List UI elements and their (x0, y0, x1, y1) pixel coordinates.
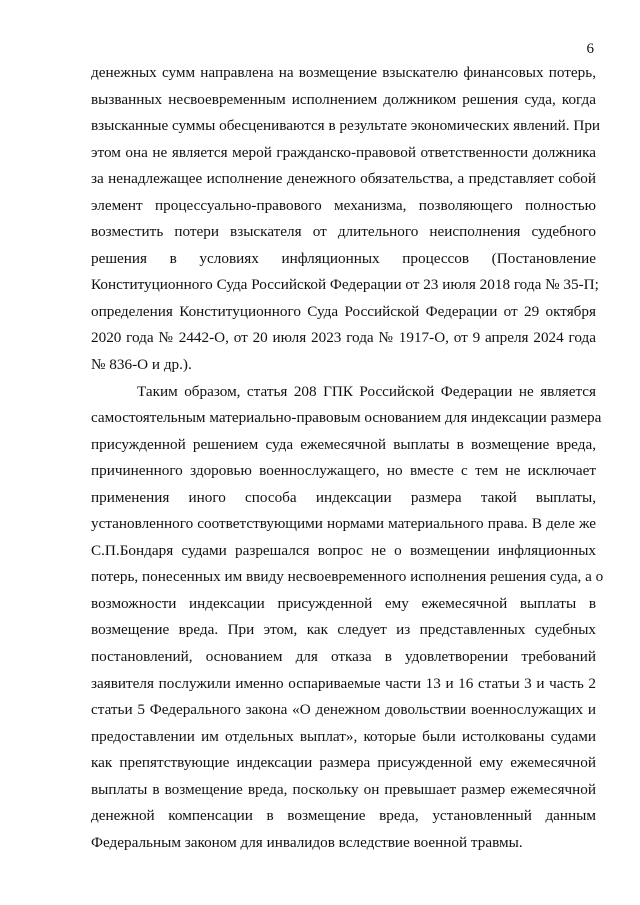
text-line: постановлений, основанием для отказа в удовлетворении требований (91, 648, 596, 666)
text-line: предоставлении им отдельных выплат», которые были истолкованы судами (91, 727, 596, 745)
text-line: денежной компенсации в возмещение вреда, установленный данным (91, 807, 596, 825)
text-line: самостоятельным материально-правовым основанием для индексации размера (91, 409, 602, 427)
text-line: установленного соответствующими нормами материального права. В деле же (91, 515, 596, 533)
text-line: причиненного здоровью военнослужащего, но вместе с тем не исключает (91, 462, 596, 480)
text-line: применения иного способа индексации размера такой выплаты, (91, 488, 596, 506)
text-line: заявителя послужили именно оспариваемые части 13 и 16 статьи 3 и часть 2 (91, 674, 596, 692)
paragraph (91, 379, 604, 857)
text-line: Федеральным законом для инвалидов вследствие военной травмы. (91, 833, 523, 851)
text-line: определения Конституционного Суда Российской Федерации от 29 октября (91, 302, 596, 320)
text-line: возмещение вреда. При этом, как следует из представленных судебных (91, 621, 596, 639)
text-line: 2020 года № 2442-О, от 20 июля 2023 года № 1917-О, от 9 апреля 2024 года (91, 329, 596, 347)
text-line: возместить потери взыскателя от длительного неисполнения судебного (91, 223, 596, 241)
body-text (91, 60, 604, 856)
text-line: как препятствующие индексации размера присужденной ему ежемесячной (91, 754, 596, 772)
text-line: этом она не является мерой гражданско-правовой ответственности должника (91, 143, 596, 161)
text-line: Конституционного Суда Российской Федерации от 23 июля 2018 года № 35-П; (91, 276, 599, 294)
paragraph (91, 60, 601, 379)
text-line: выплаты в возмещение вреда, поскольку он превышает размер ежемесячной (91, 780, 596, 798)
text-line: № 836-О и др.). (91, 356, 192, 374)
text-line: вызванных несвоевременным исполнением должником решения суда, когда (91, 90, 596, 108)
text-line: за ненадлежащее исполнение денежного обязательства, а представляет собой (91, 170, 596, 188)
text-line: решения в условиях инфляционных процессов (Постановление (91, 249, 596, 267)
text-line: потерь, понесенных им ввиду несвоевременного исполнения решения суда, а о (91, 568, 604, 586)
text-line: С.П.Бондаря судами разрешался вопрос не о возмещении инфляционных (91, 541, 596, 559)
text-line: взысканные суммы обесцениваются в результате экономических явлений. При (91, 117, 601, 135)
text-line: элемент процессуально-правового механизма, позволяющего полностью (91, 196, 596, 214)
page-number: 6 (586, 41, 594, 57)
text-line: присужденной решением суда ежемесячной выплаты в возмещение вреда, (91, 435, 596, 453)
text-line: Таким образом, статья 208 ГПК Российской Федерации не является (137, 382, 596, 400)
text-line: статьи 5 Федерального закона «О денежном довольствии военнослужащих и (91, 701, 596, 719)
text-line: денежных сумм направлена на возмещение взыскателю финансовых потерь, (91, 64, 596, 81)
text-line: возможности индексации присужденной ему ежемесячной выплаты в (91, 594, 596, 612)
